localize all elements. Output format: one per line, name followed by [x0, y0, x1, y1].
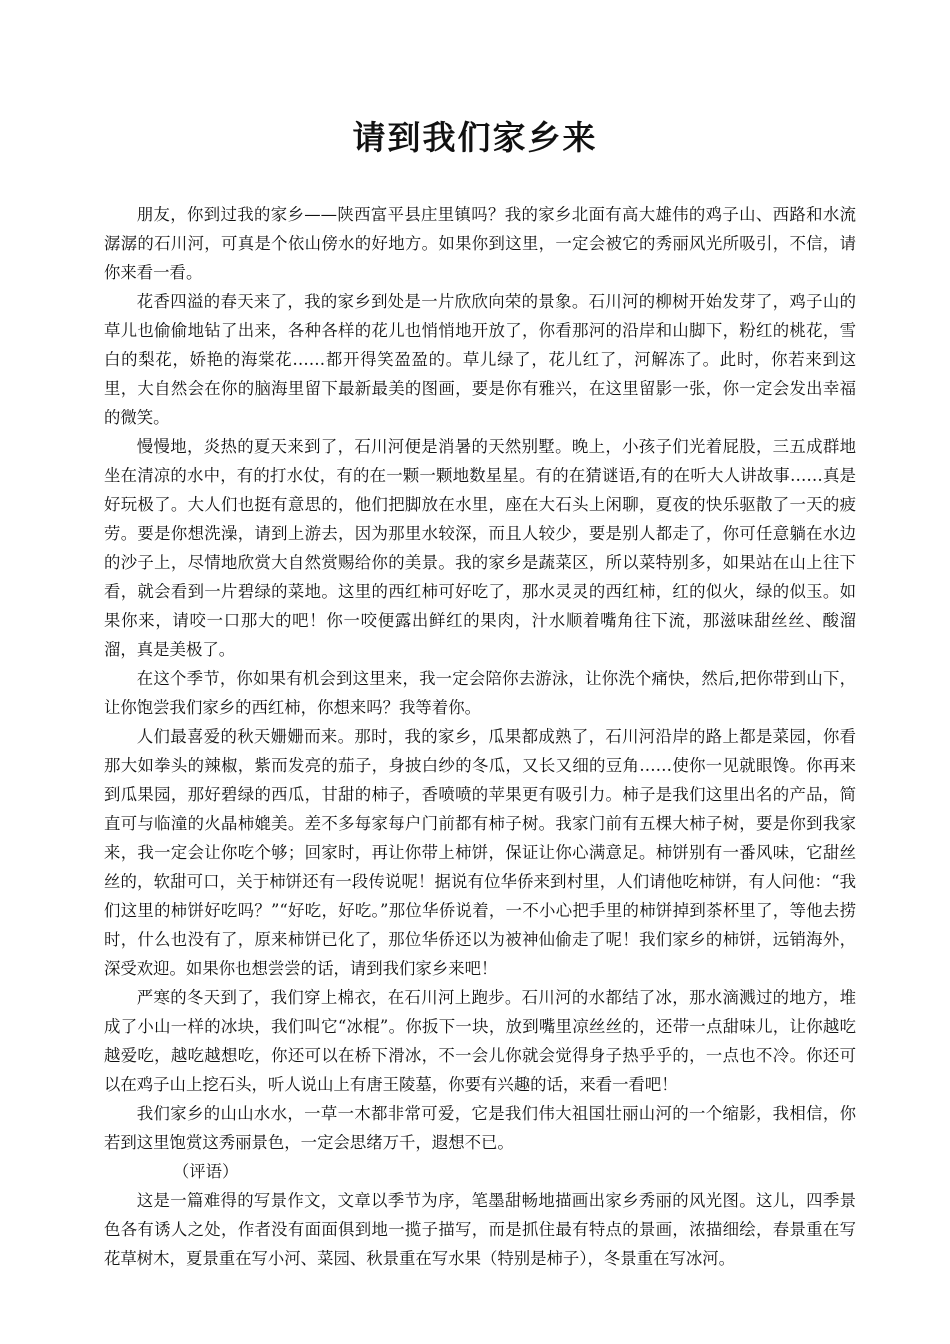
paragraph-summer: 慢慢地，炎热的夏天来到了，石川河便是消暑的天然别墅。晚上，小孩子们光着屁股，三五成群地坐在清凉的水中，有的打水仗，有的在一颗一颗地数星星。有的在猜谜语,有的在听大人讲故事……真是好玩极了。大人们也挺有意思的，他们把脚放在水里，座在大石头上闲聊，夏夜的快乐驱散了一天的疲劳。要是你想洗澡，请到上游去，因为那里水较深，而且人较少，要是别人都走了，你可任意躺在水边的沙子上，尽情地欣赏大自然赏赐给你的美景。我的家乡是蔬菜区，所以菜特别多，如果站在山上往下看，就会看到一片碧绿的菜地。这里的西红柿可好吃了，那水灵灵的西红柿，红的似火，绿的似玉。如果你来，请咬一口那大的吧！你一咬便露出鲜红的果肉，汁水顺着嘴角往下流，那滋味甜丝丝、酸溜溜，真是美极了。 — [104, 437, 856, 659]
document-title: 请到我们家乡来 — [352, 118, 598, 157]
paragraph-conclusion: 我们家乡的山山水水，一草一木都非常可爱，它是我们伟大祖国壮丽山河的一个缩影，我相信，你若到这里饱赏这秀丽景色，一定会思绪万千，遐想不已。 — [104, 1104, 856, 1152]
document-body — [104, 200, 856, 1273]
comment-label: （评语） — [172, 1162, 239, 1181]
comment-text: 这是一篇难得的写景作文，文章以季节为序，笔墨甜畅地描画出家乡秀丽的风光图。这儿，四季景色各有诱人之处，作者没有面面俱到地一揽子描写，而是抓住最有特点的景画，浓描细绘，春景重在写花草树木，夏景重在写小河、菜园、秋景重在写水果（特别是柿子），冬景重在写冰河。 — [104, 1191, 856, 1268]
paragraph-autumn: 人们最喜爱的秋天姗姗而来。那时，我的家乡，瓜果都成熟了，石川河沿岸的路上都是菜园，你看那大如拳头的辣椒，紫而发亮的茄子，身披白纱的冬瓜，又长又细的豆角……使你一见就眼馋。你再来到瓜果园，那好碧绿的西瓜，甘甜的柿子，香喷喷的苹果更有吸引力。柿子是我们这里出名的产品，简直可与临潼的火晶柿媲美。差不多每家每户门前都有柿子树。我家门前有五棵大柿子树，要是你到我家来，我一定会让你吃个够；回家时，再让你带上柿饼，保证让你心满意足。柿饼别有一番风味，它甜丝丝的，软甜可口，关于柿饼还有一段传说呢！据说有位华侨来到村里，人们请他吃柿饼，有人问他：“我们这里的柿饼好吃吗？”“好吃，好吃。”那位华侨说着，一不小心把手里的柿饼掉到茶杯里了，等他去捞时，什么也没有了，原来柿饼已化了，那位华侨还以为被神仙偷走了呢！我们家乡的柿饼，远销海外，深受欢迎。如果你也想尝尝的话，请到我们家乡来吧！ — [104, 727, 856, 978]
paragraph-summer-invite: 在这个季节，你如果有机会到这里来，我一定会陪你去游泳，让你洗个痛快，然后,把你带到山下，让你饱尝我们家乡的西红柿，你想来吗？我等着你。 — [104, 669, 856, 717]
paragraph-intro: 朋友，你到过我的家乡——陕西富平县庄里镇吗？我的家乡北面有高大雄伟的鸡子山、西路和水流潺潺的石川河，可真是个依山傍水的好地方。如果你到这里，一定会被它的秀丽风光所吸引，不信，请你来看一看。 — [104, 205, 856, 282]
paragraph-winter: 严寒的冬天到了，我们穿上棉衣，在石川河上跑步。石川河的水都结了冰，那水滴溅过的地方，堆成了小山一样的冰块，我们叫它“冰棍”。你扳下一块，放到嘴里凉丝丝的，还带一点甜味儿，让你越吃越爱吃，越吃越想吃，你还可以在桥下滑冰，不一会儿你就会觉得身子热乎乎的，一点也不冷。你还可以在鸡子山上挖石头，听人说山上有唐王陵墓，你要有兴趣的话，来看一看吧！ — [104, 988, 856, 1094]
paragraph-spring: 花香四溢的春天来了，我的家乡到处是一片欣欣向荣的景象。石川河的柳树开始发芽了，鸡子山的草儿也偷偷地钻了出来，各种各样的花儿也悄悄地开放了，你看那河的沿岸和山脚下，粉红的桃花，雪白的梨花，娇艳的海棠花……都开得笑盈盈的。草儿绿了，花儿红了，河解冻了。此时，你若来到这里，大自然会在你的脑海里留下最新最美的图画，要是你有雅兴，在这里留影一张，你一定会发出幸福的微笑。 — [104, 292, 856, 427]
